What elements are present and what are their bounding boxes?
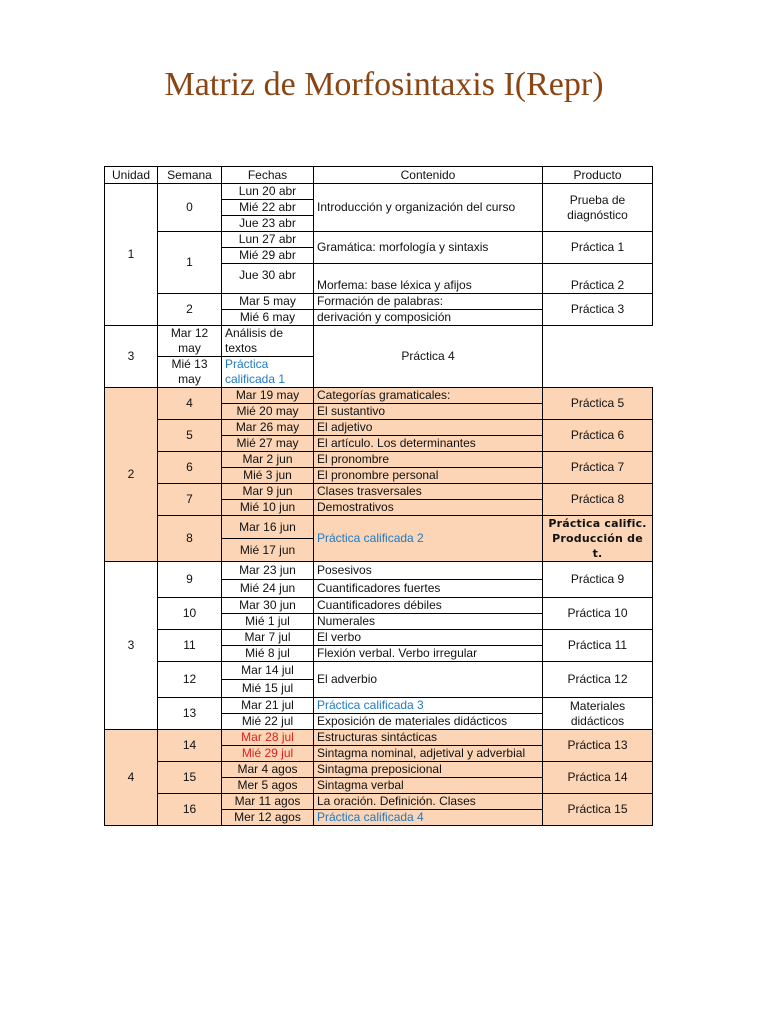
content-cell: Práctica calificada 4 bbox=[314, 810, 543, 826]
unit-cell: 1 bbox=[105, 184, 158, 326]
week-cell: 14 bbox=[158, 730, 222, 762]
table-row bbox=[105, 762, 653, 778]
date-cell: Mié 6 may bbox=[222, 310, 314, 326]
content-cell: Análisis de textos bbox=[222, 326, 314, 357]
date-cell: Mar 16 jun bbox=[222, 516, 314, 539]
date-cell: Mié 1 jul bbox=[222, 614, 314, 630]
product-cell: Materiales didácticos bbox=[543, 698, 653, 730]
unit-cell: 2 bbox=[105, 388, 158, 562]
content-cell: El sustantivo bbox=[314, 404, 543, 420]
date-cell: Mar 14 jul bbox=[222, 662, 314, 680]
table-row bbox=[105, 420, 653, 436]
content-cell: Sintagma nominal, adjetival y adverbial bbox=[314, 746, 543, 762]
date-cell: Lun 27 abr bbox=[222, 232, 314, 248]
date-cell: Lun 20 abr bbox=[222, 184, 314, 200]
table-row bbox=[105, 794, 653, 810]
content-cell: Estructuras sintácticas bbox=[314, 730, 543, 746]
content-cell: La oración. Definición. Clases bbox=[314, 794, 543, 810]
content-cell: derivación y composición bbox=[314, 310, 543, 326]
week-cell: 16 bbox=[158, 794, 222, 826]
date-cell: Mar 2 jun bbox=[222, 452, 314, 468]
header-producto: Producto bbox=[543, 167, 653, 184]
week-cell: 3 bbox=[105, 326, 158, 388]
product-cell: Práctica 12 bbox=[543, 662, 653, 698]
unit-cell: 4 bbox=[105, 730, 158, 826]
product-cell: Práctica 2 bbox=[543, 264, 653, 294]
content-cell: El artículo. Los determinantes bbox=[314, 436, 543, 452]
week-cell: 13 bbox=[158, 698, 222, 730]
date-cell: Mar 5 may bbox=[222, 294, 314, 310]
week-cell: 8 bbox=[158, 516, 222, 562]
content-cell: Exposición de materiales didácticos bbox=[314, 714, 543, 730]
table-header-row bbox=[105, 167, 653, 184]
table-row bbox=[105, 184, 653, 200]
date-cell: Mar 26 may bbox=[222, 420, 314, 436]
week-cell: 7 bbox=[158, 484, 222, 516]
schedule-table bbox=[104, 166, 653, 826]
date-cell: Mar 11 agos bbox=[222, 794, 314, 810]
content-cell: Categorías gramaticales: bbox=[314, 388, 543, 404]
header-unidad: Unidad bbox=[105, 167, 158, 184]
content-cell: Demostrativos bbox=[314, 500, 543, 516]
table-row bbox=[105, 698, 653, 714]
week-cell: 2 bbox=[158, 294, 222, 326]
date-cell: Mié 29 abr bbox=[222, 248, 314, 264]
table-row bbox=[105, 598, 653, 614]
table-row bbox=[105, 388, 653, 404]
content-cell: Posesivos bbox=[314, 562, 543, 580]
date-cell: Mié 10 jun bbox=[222, 500, 314, 516]
content-cell: El pronombre bbox=[314, 452, 543, 468]
date-cell: Mer 12 agos bbox=[222, 810, 314, 826]
date-cell: Mié 13 may bbox=[158, 357, 222, 388]
date-cell: Mar 7 jul bbox=[222, 630, 314, 646]
product-cell: Prueba de diagnóstico bbox=[543, 184, 653, 232]
product-cell: Práctica 6 bbox=[543, 420, 653, 452]
date-cell: Mié 8 jul bbox=[222, 646, 314, 662]
date-cell: Mié 29 jul bbox=[222, 746, 314, 762]
product-cell: Práctica 15 bbox=[543, 794, 653, 826]
date-cell: Mié 22 abr bbox=[222, 200, 314, 216]
content-cell: Práctica calificada 3 bbox=[314, 698, 543, 714]
content-cell: Práctica calificada 2 bbox=[314, 516, 543, 562]
product-cell: Práctica 5 bbox=[543, 388, 653, 420]
table-row bbox=[105, 294, 653, 310]
header-fechas: Fechas bbox=[222, 167, 314, 184]
week-cell: 11 bbox=[158, 630, 222, 662]
content-cell: Formación de palabras: bbox=[314, 294, 543, 310]
content-cell: Introducción y organización del curso bbox=[314, 184, 543, 232]
content-cell: Sintagma verbal bbox=[314, 778, 543, 794]
product-cell: Práctica 9 bbox=[543, 562, 653, 598]
table-row bbox=[105, 662, 653, 680]
date-cell: Mié 27 may bbox=[222, 436, 314, 452]
table-row bbox=[105, 630, 653, 646]
date-cell: Jue 23 abr bbox=[222, 216, 314, 232]
content-cell: Numerales bbox=[314, 614, 543, 630]
week-cell: 12 bbox=[158, 662, 222, 698]
date-cell: Mié 15 jul bbox=[222, 680, 314, 698]
week-cell: 1 bbox=[158, 232, 222, 294]
date-cell: Mié 24 jun bbox=[222, 580, 314, 598]
week-cell: 15 bbox=[158, 762, 222, 794]
content-cell: El verbo bbox=[314, 630, 543, 646]
date-cell: Mié 20 may bbox=[222, 404, 314, 420]
content-cell: Práctica calificada 1 bbox=[222, 357, 314, 388]
date-cell: Mar 4 agos bbox=[222, 762, 314, 778]
date-cell: Mar 30 jun bbox=[222, 598, 314, 614]
date-cell: Jue 30 abr bbox=[222, 264, 314, 294]
week-cell: 10 bbox=[158, 598, 222, 630]
header-contenido: Contenido bbox=[314, 167, 543, 184]
date-cell: Mié 3 jun bbox=[222, 468, 314, 484]
content-cell: Cuantificadores débiles bbox=[314, 598, 543, 614]
product-cell: Práctica calific. Producción de t. bbox=[543, 516, 653, 562]
date-cell: Mié 22 jul bbox=[222, 714, 314, 730]
content-cell: Cuantificadores fuertes bbox=[314, 580, 543, 598]
content-cell: El pronombre personal bbox=[314, 468, 543, 484]
week-cell: 6 bbox=[158, 452, 222, 484]
table-row bbox=[105, 452, 653, 468]
product-cell: Práctica 4 bbox=[314, 326, 543, 388]
content-cell: Clases trasversales bbox=[314, 484, 543, 500]
content-cell: Sintagma preposicional bbox=[314, 762, 543, 778]
week-cell: 9 bbox=[158, 562, 222, 598]
product-cell: Práctica 13 bbox=[543, 730, 653, 762]
document-title: Matriz de Morfosintaxis I(Repr) bbox=[164, 66, 604, 103]
date-cell: Mié 17 jun bbox=[222, 539, 314, 562]
product-cell: Práctica 7 bbox=[543, 452, 653, 484]
date-cell: Mar 19 may bbox=[222, 388, 314, 404]
table-row bbox=[105, 326, 653, 357]
product-cell: Práctica 8 bbox=[543, 484, 653, 516]
date-cell: Mar 23 jun bbox=[222, 562, 314, 580]
table-row bbox=[105, 516, 653, 539]
unit-cell: 3 bbox=[105, 562, 158, 730]
content-cell: Morfema: base léxica y afijos bbox=[314, 264, 543, 294]
table-row bbox=[105, 484, 653, 500]
content-cell: El adverbio bbox=[314, 662, 543, 698]
product-cell: Práctica 1 bbox=[543, 232, 653, 264]
date-cell: Mar 21 jul bbox=[222, 698, 314, 714]
date-cell: Mar 9 jun bbox=[222, 484, 314, 500]
date-cell: Mar 12 may bbox=[158, 326, 222, 357]
content-cell: Flexión verbal. Verbo irregular bbox=[314, 646, 543, 662]
week-cell: 4 bbox=[158, 388, 222, 420]
header-semana: Semana bbox=[158, 167, 222, 184]
table-row bbox=[105, 232, 653, 248]
product-cell: Práctica 14 bbox=[543, 762, 653, 794]
product-cell: Práctica 11 bbox=[543, 630, 653, 662]
product-cell: Práctica 10 bbox=[543, 598, 653, 630]
content-cell: Gramática: morfología y sintaxis bbox=[314, 232, 543, 264]
date-cell: Mar 28 jul bbox=[222, 730, 314, 746]
table-row bbox=[105, 562, 653, 580]
table-row bbox=[105, 730, 653, 746]
product-cell: Práctica 3 bbox=[543, 294, 653, 326]
content-cell: El adjetivo bbox=[314, 420, 543, 436]
date-cell: Mer 5 agos bbox=[222, 778, 314, 794]
week-cell: 5 bbox=[158, 420, 222, 452]
week-cell: 0 bbox=[158, 184, 222, 232]
